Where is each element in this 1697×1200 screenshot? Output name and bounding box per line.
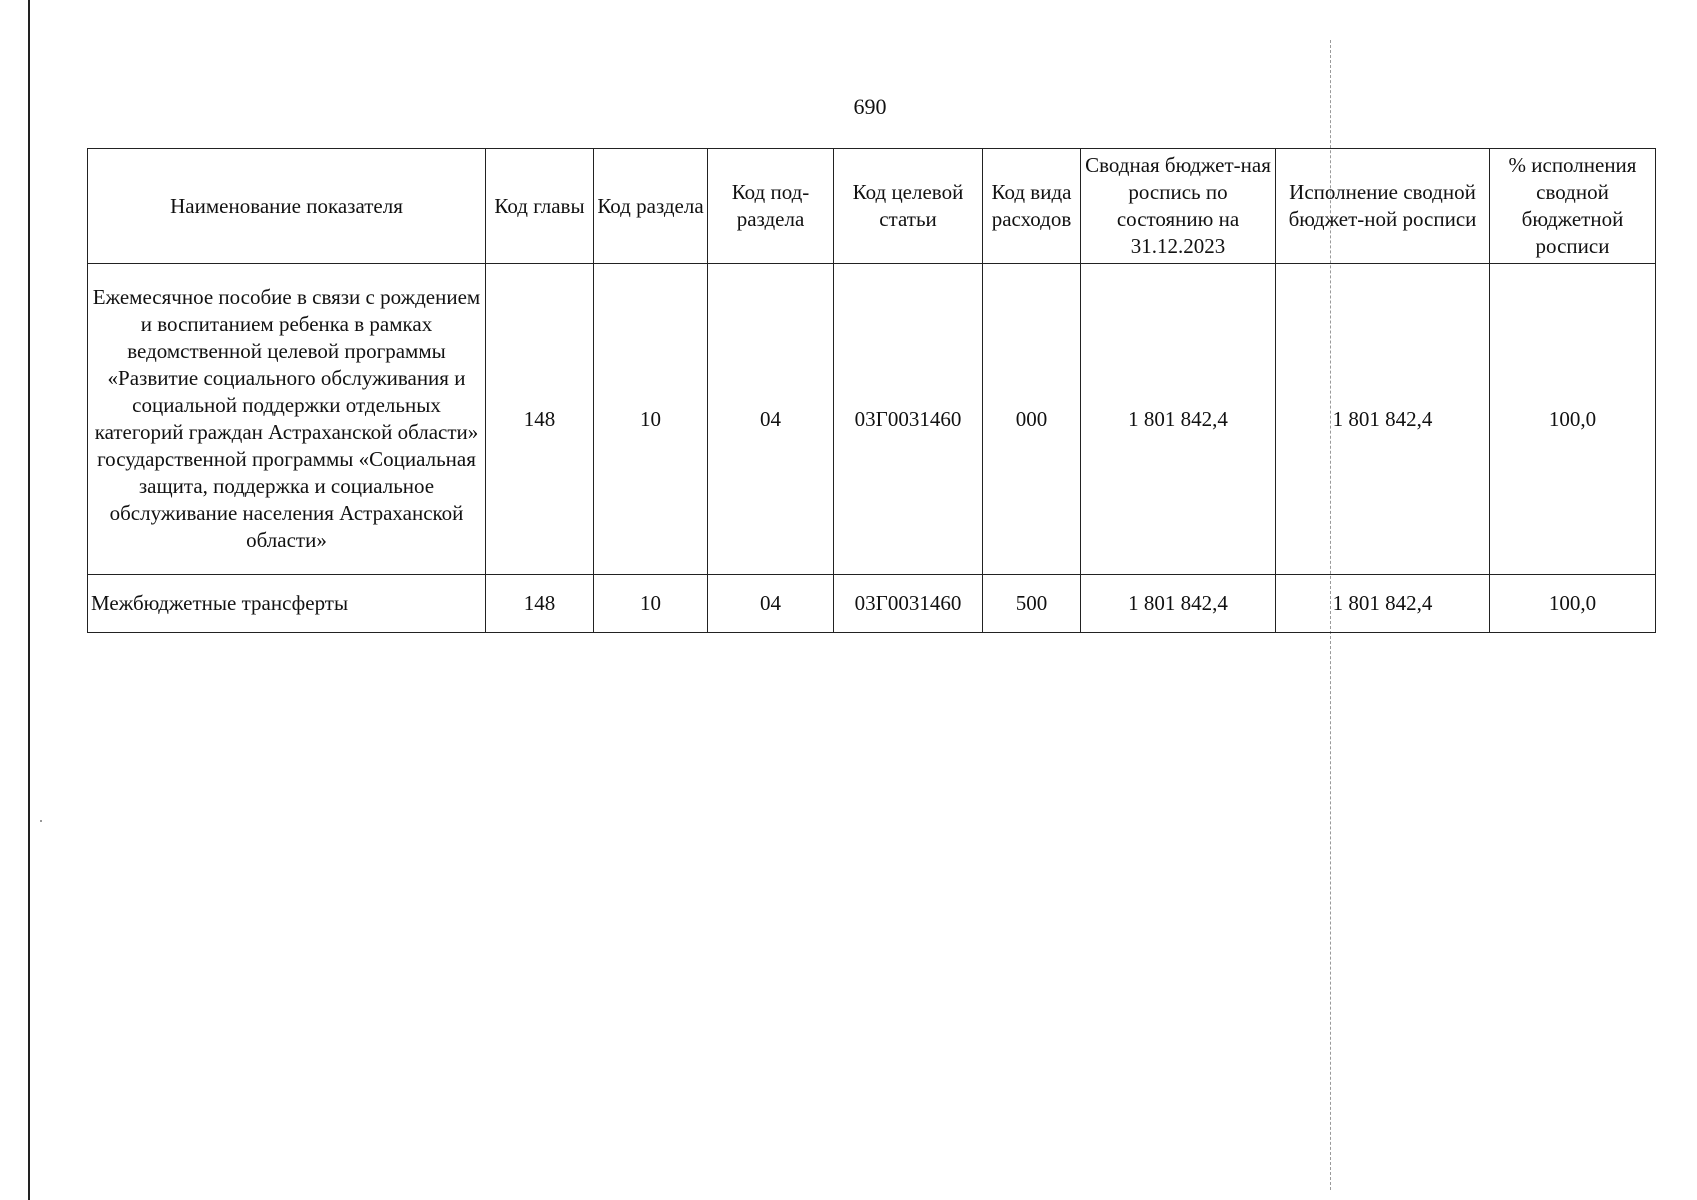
row-subsection-code: 04 xyxy=(708,575,834,633)
header-name: Наименование показателя xyxy=(88,149,486,264)
header-execution-percent: % исполнения сводной бюджетной росписи xyxy=(1490,149,1656,264)
row-execution: 1 801 842,4 xyxy=(1276,575,1490,633)
row-section-code: 10 xyxy=(594,575,708,633)
scan-speck xyxy=(40,820,42,822)
row-expense-type-code: 500 xyxy=(983,575,1081,633)
page-number: 690 xyxy=(853,94,887,119)
header-execution: Исполнение сводной бюджет-ной росписи xyxy=(1276,149,1490,264)
row-execution-percent: 100,0 xyxy=(1490,575,1656,633)
row-execution: 1 801 842,4 xyxy=(1276,264,1490,575)
table-row xyxy=(88,575,1656,633)
row-section-code: 10 xyxy=(594,264,708,575)
scan-edge-line xyxy=(28,0,30,1200)
row-budget-plan: 1 801 842,4 xyxy=(1081,575,1276,633)
budget-execution-table xyxy=(87,148,1656,633)
row-chapter-code: 148 xyxy=(486,264,594,575)
header-target-code: Код целевой статьи xyxy=(834,149,983,264)
row-budget-plan: 1 801 842,4 xyxy=(1081,264,1276,575)
header-subsection-code: Код под-раздела xyxy=(708,149,834,264)
row-target-code: 03Г0031460 xyxy=(834,264,983,575)
row-target-code: 03Г0031460 xyxy=(834,575,983,633)
row-name: Ежемесячное пособие в связи с рождением и воспитанием ребенка в рамках ведомственной целевой программы «Развитие социального обслуживания и социальной поддержки отдельных категорий граждан Астраханской области» государственной программы «Социальная защита, поддержка и социальное обслуживание населения Астраханской области» xyxy=(88,264,486,575)
header-chapter-code: Код главы xyxy=(486,149,594,264)
table-header-row xyxy=(88,149,1656,264)
row-chapter-code: 148 xyxy=(486,575,594,633)
header-budget-plan: Сводная бюджет-ная роспись по состоянию на 31.12.2023 xyxy=(1081,149,1276,264)
header-expense-type-code: Код вида расходов xyxy=(983,149,1081,264)
row-name: Межбюджетные трансферты xyxy=(88,575,486,633)
row-subsection-code: 04 xyxy=(708,264,834,575)
table-row xyxy=(88,264,1656,575)
row-expense-type-code: 000 xyxy=(983,264,1081,575)
header-section-code: Код раздела xyxy=(594,149,708,264)
row-execution-percent: 100,0 xyxy=(1490,264,1656,575)
